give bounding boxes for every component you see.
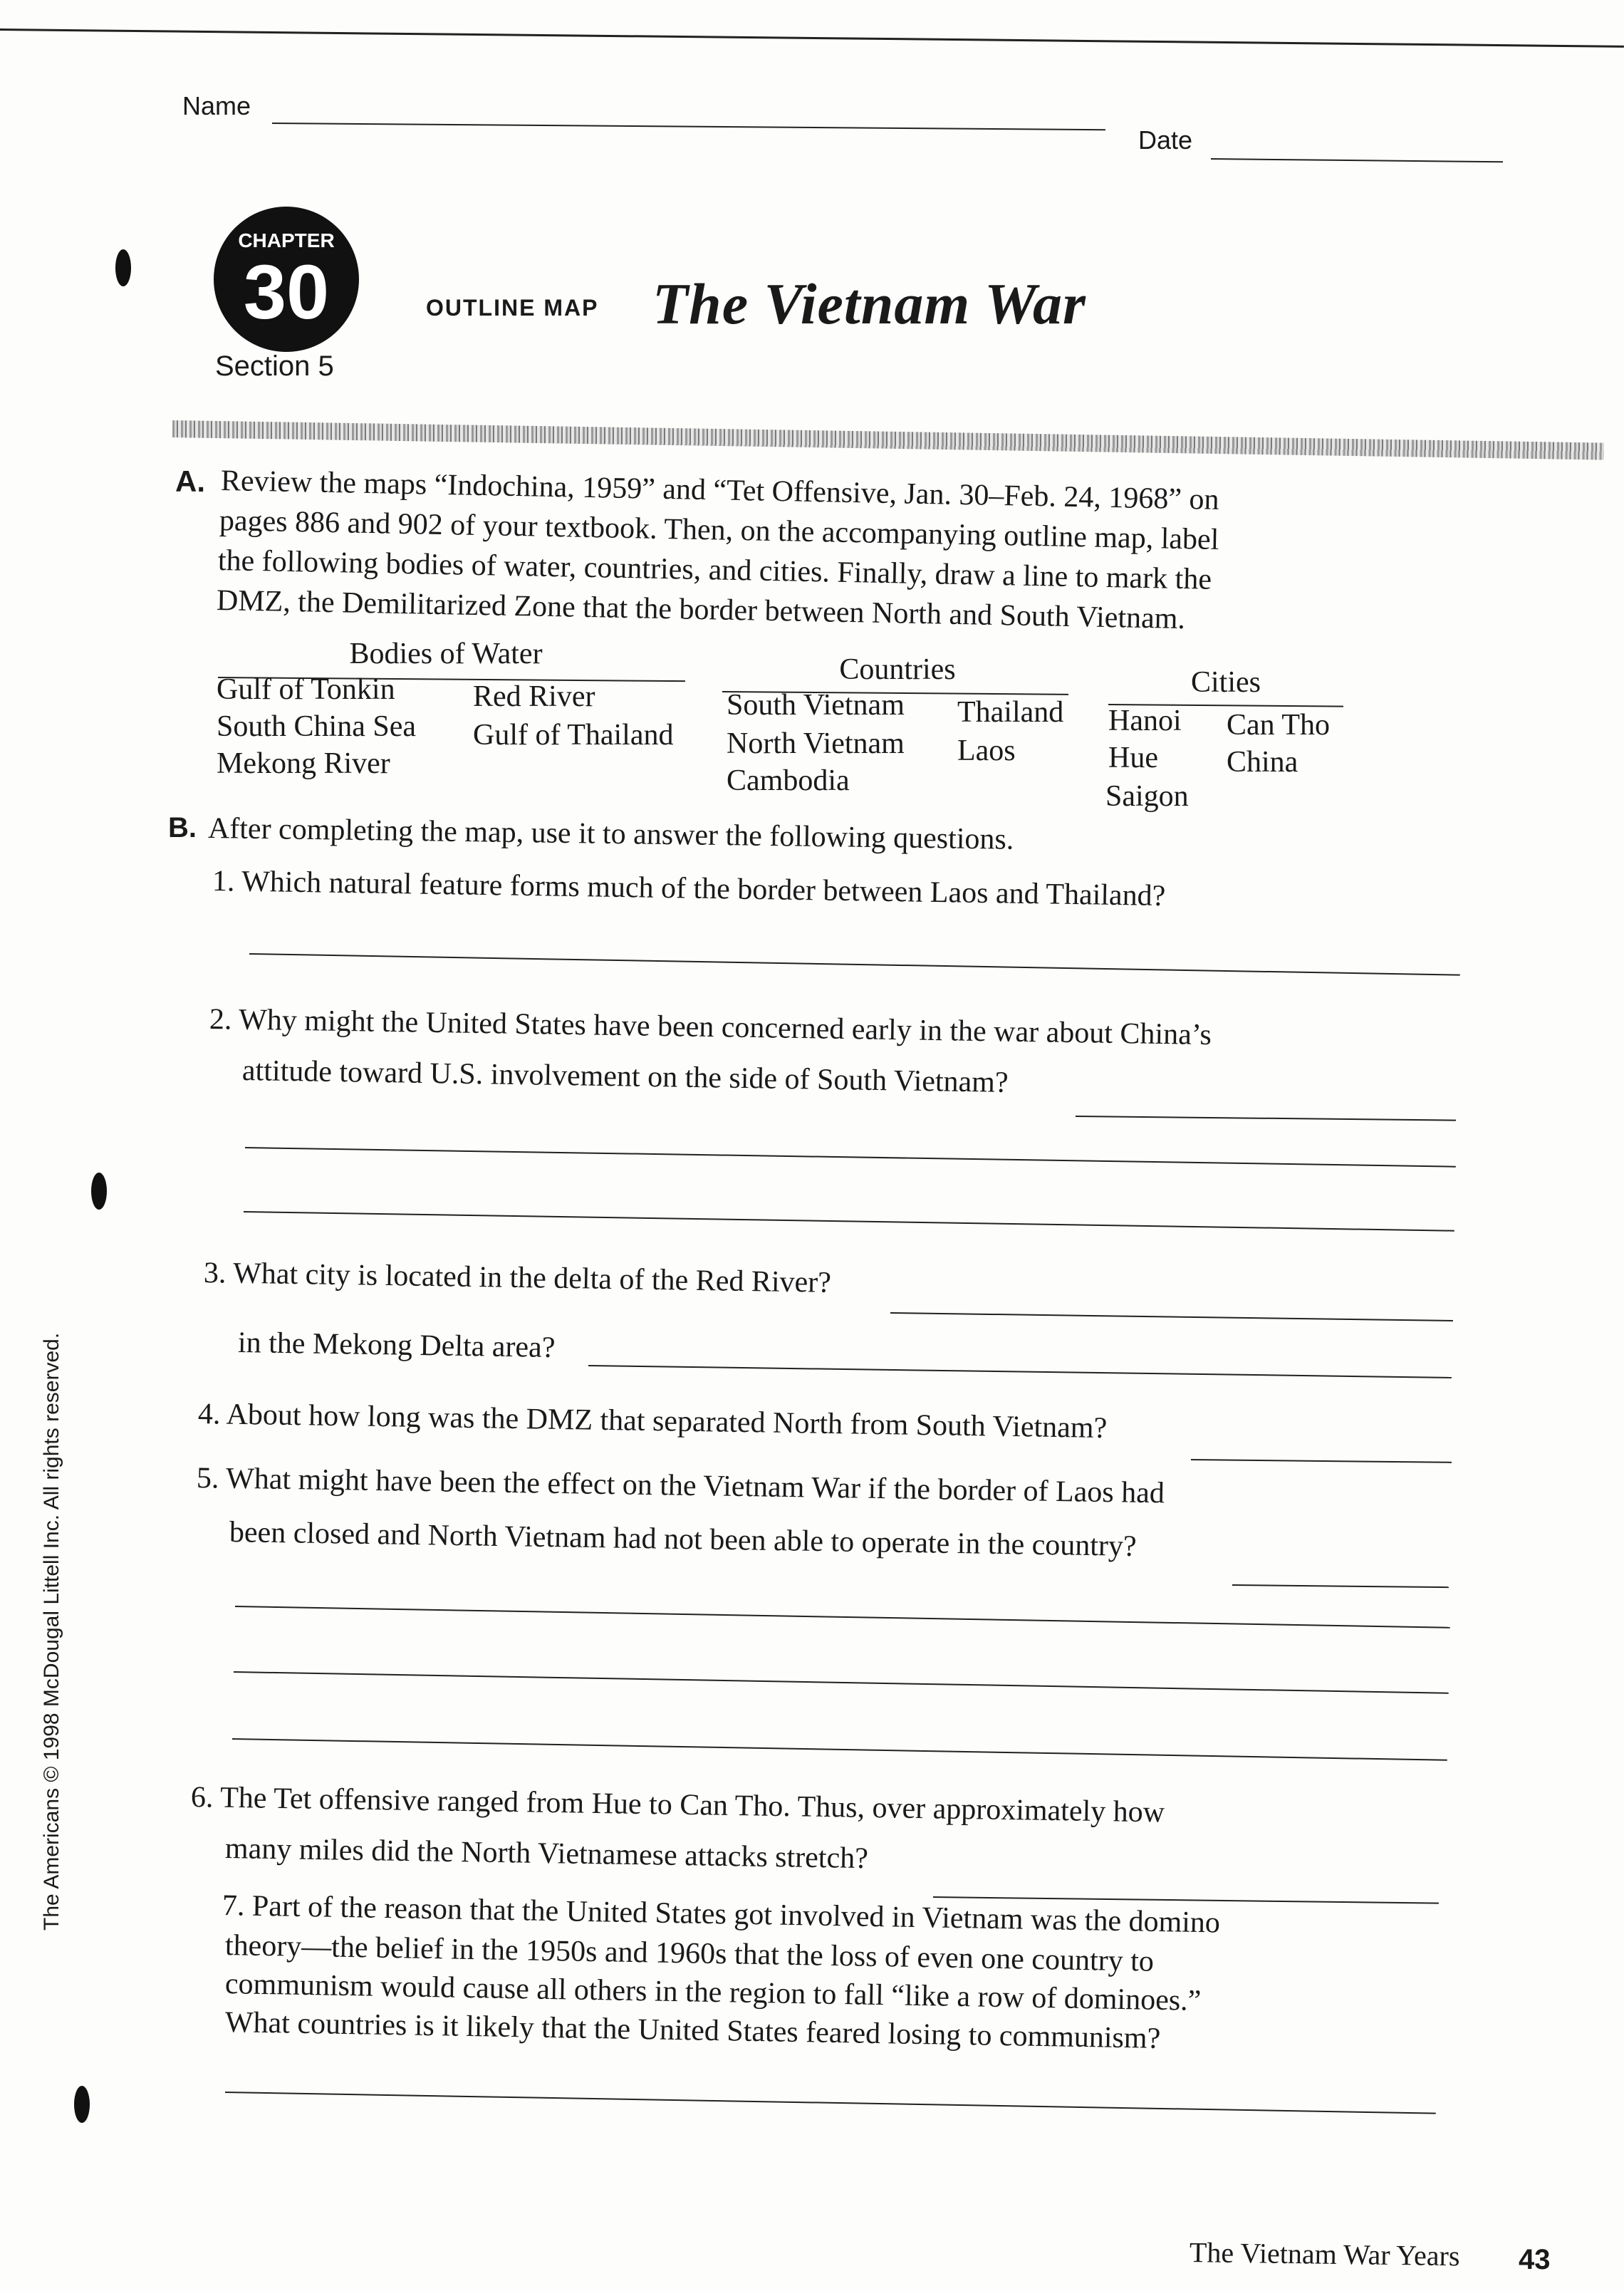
water-item: Gulf of Thailand <box>473 719 674 752</box>
answer-line[interactable] <box>1076 1116 1456 1121</box>
water-item: Red River <box>473 680 595 713</box>
part-b-letter: B. <box>168 812 197 843</box>
question-3-line-2: in the Mekong Delta area? <box>237 1326 556 1364</box>
punch-hole-bottom <box>74 2086 90 2123</box>
part-a-line-2: pages 886 and 902 of your textbook. Then, on the accompanying outline map, label <box>219 504 1219 556</box>
answer-line[interactable] <box>232 1738 1447 1761</box>
part-a-line-3: the following bodies of water, countries, and cities. Finally, draw a line to mark the <box>217 544 1212 596</box>
question-1: 1. Which natural feature forms much of the border between Laos and Thailand? <box>212 865 1166 913</box>
side-copyright: The Americans © 1998 McDougal Littell Inc. All rights reserved. <box>40 1332 63 1931</box>
answer-line[interactable] <box>245 1147 1456 1168</box>
country-item: Laos <box>957 734 1016 767</box>
title-kicker: OUTLINE MAP <box>426 295 599 321</box>
water-item: Mekong River <box>217 747 390 780</box>
answer-line[interactable] <box>1191 1459 1452 1463</box>
page-title: The Vietnam War <box>652 271 1086 336</box>
answer-line[interactable] <box>249 953 1460 976</box>
part-a-line-1: Review the maps “Indochina, 1959” and “Tet Offensive, Jan. 30–Feb. 24, 1968” on <box>220 464 1219 516</box>
footer-book-title: The Vietnam War Years <box>1189 2236 1460 2272</box>
page-top-edge <box>0 28 1624 48</box>
question-5-line-1: 5. What might have been the effect on the Vietnam War if the border of Laos had <box>196 1462 1165 1510</box>
city-item: Hanoi <box>1108 705 1182 737</box>
question-7-line-2: theory—the belief in the 1950s and 1960s that the loss of even one country to <box>224 1929 1155 1978</box>
part-b-intro: After completing the map, use it to answer the following questions. <box>207 812 1014 856</box>
name-label: Name <box>182 91 251 120</box>
cities-heading: Cities <box>1190 666 1261 699</box>
name-field-line[interactable] <box>272 123 1105 130</box>
answer-line[interactable] <box>890 1312 1453 1321</box>
date-label: Date <box>1138 125 1193 155</box>
punch-hole-middle <box>91 1173 107 1210</box>
city-item: Saigon <box>1105 780 1189 813</box>
question-2-line-1: 2. Why might the United States have been concerned early in the war about China’s <box>209 1003 1212 1052</box>
question-3-line-1: 3. What city is located in the delta of the Red River? <box>203 1257 832 1299</box>
answer-line[interactable] <box>244 1211 1454 1232</box>
question-6-line-1: 6. The Tet offensive ranged from Hue to Can Tho. Thus, over approximately how <box>190 1781 1165 1829</box>
question-7-line-1: 7. Part of the reason that the United States got involved in Vietnam was the domino <box>222 1889 1221 1940</box>
country-item: North Vietnam <box>727 727 905 760</box>
date-field-line[interactable] <box>1211 158 1503 162</box>
title-rule <box>172 420 1604 460</box>
country-item: South Vietnam <box>727 689 905 722</box>
question-5-line-2: been closed and North Vietnam had not been able to operate in the country? <box>229 1516 1137 1564</box>
part-a-letter: A. <box>175 464 205 498</box>
footer-page-number: 43 <box>1519 2244 1551 2275</box>
bodies-of-water-heading: Bodies of Water <box>349 638 543 670</box>
question-7-line-4: What countries is it likely that the United States feared losing to communism? <box>224 2006 1161 2055</box>
answer-line[interactable] <box>588 1365 1452 1378</box>
city-item: Hue <box>1108 742 1158 774</box>
answer-line[interactable] <box>235 1606 1450 1628</box>
question-4: 4. About how long was the DMZ that separated North from South Vietnam? <box>197 1398 1108 1445</box>
city-item: China <box>1227 746 1298 779</box>
question-7-line-3: communism would cause all others in the region to fall “like a row of dominoes.” <box>224 1968 1202 2017</box>
chapter-label: CHAPTER <box>238 229 335 251</box>
question-6-line-2: many miles did the North Vietnamese attacks stretch? <box>224 1832 869 1876</box>
country-item: Thailand <box>957 696 1064 729</box>
answer-line[interactable] <box>234 1671 1449 1694</box>
part-a-line-4: DMZ, the Demilitarized Zone that the border between North and South Vietnam. <box>216 584 1186 636</box>
city-item: Can Tho <box>1227 709 1331 742</box>
answer-line[interactable] <box>225 2092 1436 2114</box>
chapter-number: 30 <box>243 249 330 335</box>
water-item: South China Sea <box>217 710 416 743</box>
countries-heading: Countries <box>839 653 956 686</box>
question-2-line-2: attitude toward U.S. involvement on the side of South Vietnam? <box>241 1054 1009 1099</box>
water-item: Gulf of Tonkin <box>217 673 395 706</box>
country-item: Cambodia <box>727 764 850 797</box>
answer-line[interactable] <box>1232 1584 1449 1588</box>
punch-hole-top <box>115 249 131 286</box>
section-label: Section 5 <box>215 350 334 382</box>
